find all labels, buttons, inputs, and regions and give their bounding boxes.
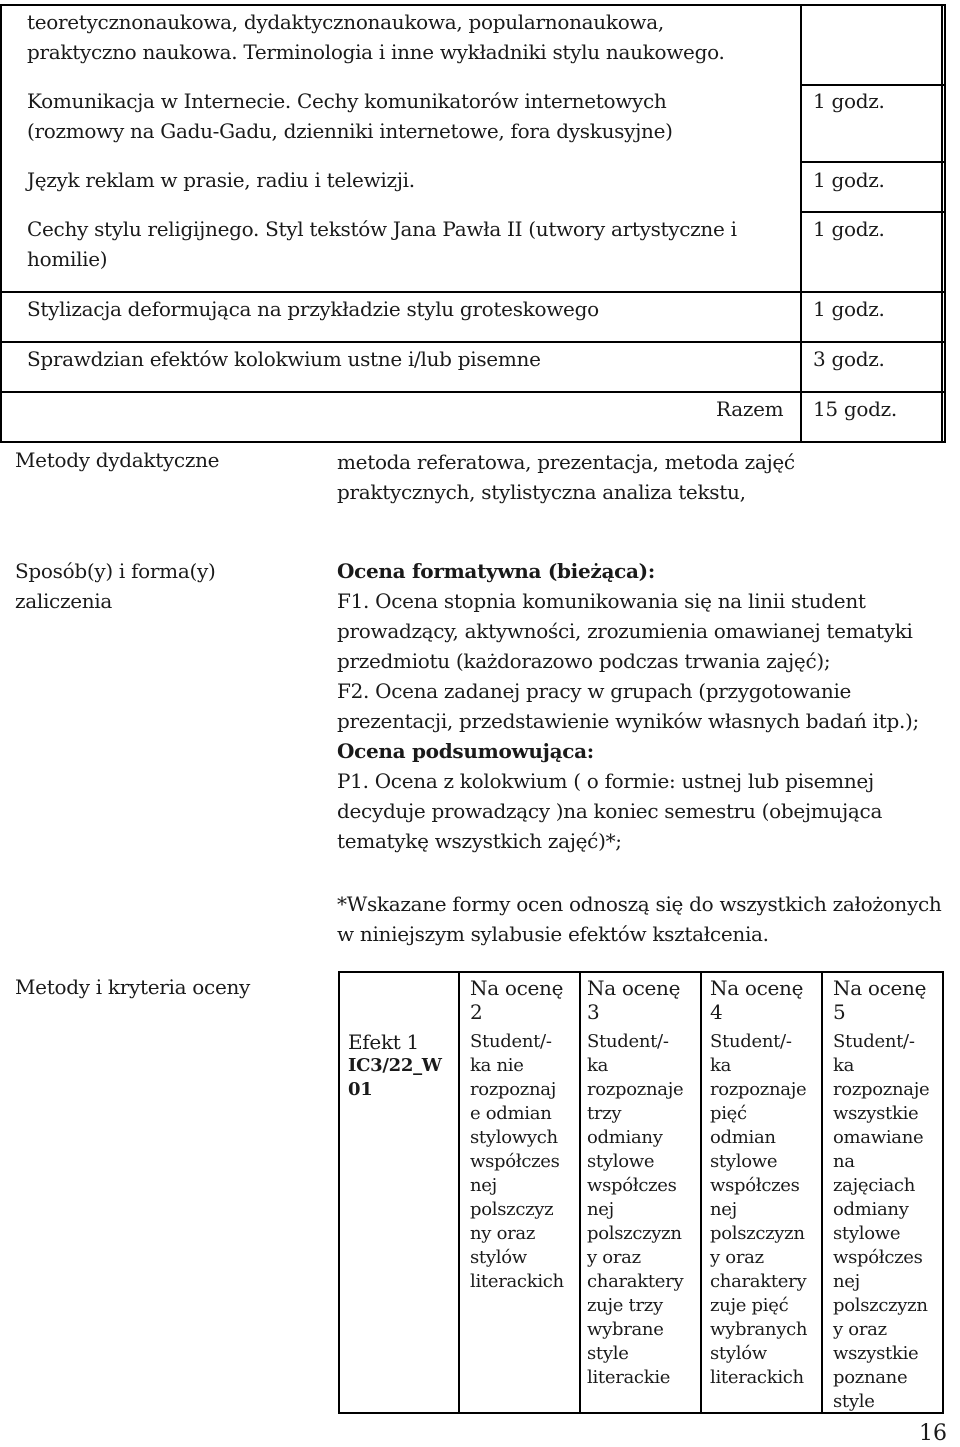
p1-text: Ocena z kolokwium ( o formie: ustnej lub pisemnej (368, 769, 874, 793)
grade-criteria-line: współczes (710, 1175, 800, 1196)
grade-criteria-line: y oraz (710, 1247, 764, 1268)
criteria-col-border (821, 971, 823, 1414)
grade-header-line: 3 (587, 1000, 600, 1024)
grade-criteria-line: Student/- (710, 1031, 792, 1052)
grade-criteria-line: ka (710, 1055, 732, 1076)
row-divider (0, 291, 945, 293)
grade-criteria-line: pięć (710, 1103, 747, 1124)
topic-row-4 (27, 214, 737, 274)
grade-header-line: Na ocenę (470, 976, 564, 1000)
grade-criteria-line: rozpoznaje (833, 1079, 930, 1100)
hours-cell: 1 godz. (813, 297, 885, 321)
grade-criteria-line: literackich (710, 1367, 804, 1388)
topic-line: Stylizacja deformująca na przykładzie stylu groteskowego (27, 297, 599, 321)
grade-header-line: Na ocenę (710, 976, 804, 1000)
grade-criteria-line: zuje trzy (587, 1295, 663, 1316)
topic-line: (rozmowy na Gadu-Gadu, dzienniki internetowe, fora dyskusyjne) (27, 119, 673, 143)
grade-criteria-line: nej (833, 1271, 860, 1292)
grade-criteria-line: stylowe (710, 1151, 778, 1172)
topic-line: Cechy stylu religijnego. Styl tekstów Jana Pawła II (utwory artystyczne i (27, 217, 737, 241)
grade-criteria-line: odmiany (587, 1127, 663, 1148)
p1-line: tematykę wszystkich zajęć)*; (337, 829, 622, 853)
grade-criteria-line: e odmian (470, 1103, 552, 1124)
criteria-label: Metody i kryteria oceny (15, 975, 251, 999)
grade-header-line: Na ocenę (833, 976, 927, 1000)
row-divider (0, 391, 945, 393)
f2-line: prezentacji, przedstawienie wyników własnych badań itp.); (337, 709, 919, 733)
grade-criteria-line: stylów (470, 1247, 527, 1268)
f1-line: przedmiotu (każdorazowo podczas trwania zajęć); (337, 649, 831, 673)
grade-criteria-line: poznane (833, 1367, 908, 1388)
grade-criteria-line: odmiany (833, 1199, 909, 1220)
grade-criteria-line: rozpoznaje (587, 1079, 684, 1100)
grade-criteria-line: trzy (587, 1103, 622, 1124)
grade-criteria-line: zajęciach (833, 1175, 915, 1196)
methods-label: Metody dydaktyczne (15, 448, 220, 472)
criteria-col-border (700, 971, 702, 1414)
grade-criteria-line: zuje pięć (710, 1295, 789, 1316)
grade-criteria-line: odmian (710, 1127, 776, 1148)
grade-criteria-line: stylowe (587, 1151, 655, 1172)
topic-line: Język reklam w prasie, radiu i telewizji. (27, 168, 415, 192)
grade-criteria-line: nej (710, 1199, 737, 1220)
topic-line: praktyczno naukowa. Terminologia i inne wykładniki stylu naukowego. (27, 40, 725, 64)
grade-criteria-line: style (833, 1391, 875, 1412)
topic-row-5 (27, 294, 599, 324)
hours-cell: 3 godz. (813, 347, 885, 371)
grade-header-line: 2 (470, 1000, 483, 1024)
grade-criteria-line: ka (833, 1055, 855, 1076)
table-right-border-inner (941, 4, 943, 443)
grade-criteria-line: stylowe (833, 1223, 901, 1244)
grade-criteria-line: współczes (833, 1247, 923, 1268)
f1-prefix: F1. (337, 589, 370, 613)
topic-line: Komunikacja w Internecie. Cechy komunikatorów internetowych (27, 89, 667, 113)
grade-criteria-line: Student/- (587, 1031, 669, 1052)
table-bottom-border (0, 441, 945, 443)
grade-header-line: 5 (833, 1000, 846, 1024)
grade-criteria-line: polszczyz (470, 1199, 554, 1220)
total-hours: 15 godz. (813, 397, 897, 421)
grade-criteria-line: wybranych (710, 1319, 808, 1340)
criteria-col-border (579, 971, 581, 1414)
grade-criteria-line: na (833, 1151, 855, 1172)
grade-criteria-line: polszczyzn (587, 1223, 682, 1244)
grade-criteria-line: style (587, 1343, 629, 1364)
grade-criteria-line: literackich (470, 1271, 564, 1292)
topic-row-1 (27, 7, 725, 67)
topic-line: Sprawdzian efektów kolokwium ustne i/lub pisemne (27, 347, 541, 371)
formative-heading: Ocena formatywna (bieżąca): (337, 559, 655, 583)
grade-criteria-line: ka (587, 1055, 609, 1076)
grade-criteria-line: ka nie (470, 1055, 524, 1076)
f2-line (337, 676, 919, 706)
grade-criteria-line: y oraz (587, 1247, 641, 1268)
topic-row-2 (27, 86, 673, 146)
grade-criteria-line: wszystkie (833, 1103, 919, 1124)
row-divider (0, 341, 945, 343)
grade-criteria-line: rozpoznaj (470, 1079, 556, 1100)
grade-criteria-line: omawiane (833, 1127, 924, 1148)
table-top-border (0, 4, 945, 6)
grade-criteria-line: charaktery (710, 1271, 807, 1292)
methods-text (337, 447, 795, 507)
grade-criteria-line: ny oraz (470, 1223, 536, 1244)
grade-column-3 (587, 976, 683, 1390)
criteria-top-border (338, 971, 943, 973)
hours-cell: 1 godz. (813, 168, 885, 192)
p1-prefix: P1. (337, 769, 369, 793)
effect-code-line: IC3/22_W (348, 1055, 442, 1076)
effect-code-line: 01 (348, 1079, 373, 1100)
grade-criteria-line: współczes (587, 1175, 677, 1196)
grade-criteria-line: wszystkie (833, 1343, 919, 1364)
grade-column-2 (470, 976, 564, 1294)
page-number: 16 (919, 1421, 947, 1446)
grade-criteria-line: stylowych (470, 1127, 558, 1148)
row-divider (800, 161, 945, 163)
assessment-body (337, 556, 919, 856)
note-line: w niniejszym sylabusie efektów kształcenia. (337, 922, 769, 946)
criteria-col-border (942, 971, 944, 1414)
grade-column-4 (710, 976, 807, 1390)
grade-column-5 (833, 976, 929, 1414)
methods-line: praktycznych, stylistyczna analiza tekstu, (337, 480, 746, 504)
grade-header-line: Na ocenę (587, 976, 681, 1000)
f1-text: Ocena stopnia komunikowania się na linii student (369, 589, 866, 613)
topic-line: teoretycznonaukowa, dydaktycznonaukowa, popularnonaukowa, (27, 10, 664, 34)
grade-criteria-line: Student/- (833, 1031, 915, 1052)
assessment-label (15, 556, 215, 616)
grade-criteria-line: stylów (710, 1343, 767, 1364)
topic-row-6 (27, 344, 541, 374)
p1-line (337, 766, 919, 796)
grade-criteria-line: wybrane (587, 1319, 664, 1340)
note-line: *Wskazane formy ocen odnoszą się do wszystkich założonych (337, 892, 942, 916)
f2-prefix: F2. (337, 679, 370, 703)
effect-cell (348, 1030, 442, 1102)
grade-criteria-line: nej (470, 1175, 497, 1196)
f1-line (337, 586, 919, 616)
grade-criteria-line: nej (587, 1199, 614, 1220)
grade-criteria-line: literackie (587, 1367, 671, 1388)
f1-line: prowadzący, aktywności, zrozumienia omawianej tematyki (337, 619, 913, 643)
grade-header-line: 4 (710, 1000, 723, 1024)
grade-criteria-line: charaktery (587, 1271, 684, 1292)
topic-row-3 (27, 165, 415, 195)
hours-cell: 1 godz. (813, 89, 885, 113)
grade-criteria-line: Student/- (470, 1031, 552, 1052)
hours-cell: 1 godz. (813, 217, 885, 241)
assessment-label-line: Sposób(y) i forma(y) (15, 559, 216, 583)
criteria-col-border (458, 971, 460, 1414)
criteria-col-border (338, 971, 340, 1414)
topic-line: homilie) (27, 247, 108, 271)
row-divider (800, 211, 945, 213)
f2-text: Ocena zadanej pracy w grupach (przygotowanie (369, 679, 852, 703)
grade-criteria-line: polszczyzn (833, 1295, 928, 1316)
grade-criteria-line: rozpoznaje (710, 1079, 807, 1100)
p1-line: decyduje prowadzący )na koniec semestru (obejmująca (337, 799, 883, 823)
grade-criteria-line: współczes (470, 1151, 560, 1172)
table-right-border (944, 4, 946, 443)
assessment-label-line: zaliczenia (15, 589, 113, 613)
effect-title: Efekt 1 (348, 1030, 419, 1054)
summative-heading: Ocena podsumowująca: (337, 739, 594, 763)
methods-line: metoda referatowa, prezentacja, metoda zajęć (337, 450, 795, 474)
grade-criteria-line: polszczyzn (710, 1223, 805, 1244)
table-left-border (0, 4, 2, 443)
hours-column-divider (800, 4, 802, 443)
total-label: Razem (716, 397, 784, 421)
assessment-note (337, 889, 941, 949)
grade-criteria-line: y oraz (833, 1319, 887, 1340)
